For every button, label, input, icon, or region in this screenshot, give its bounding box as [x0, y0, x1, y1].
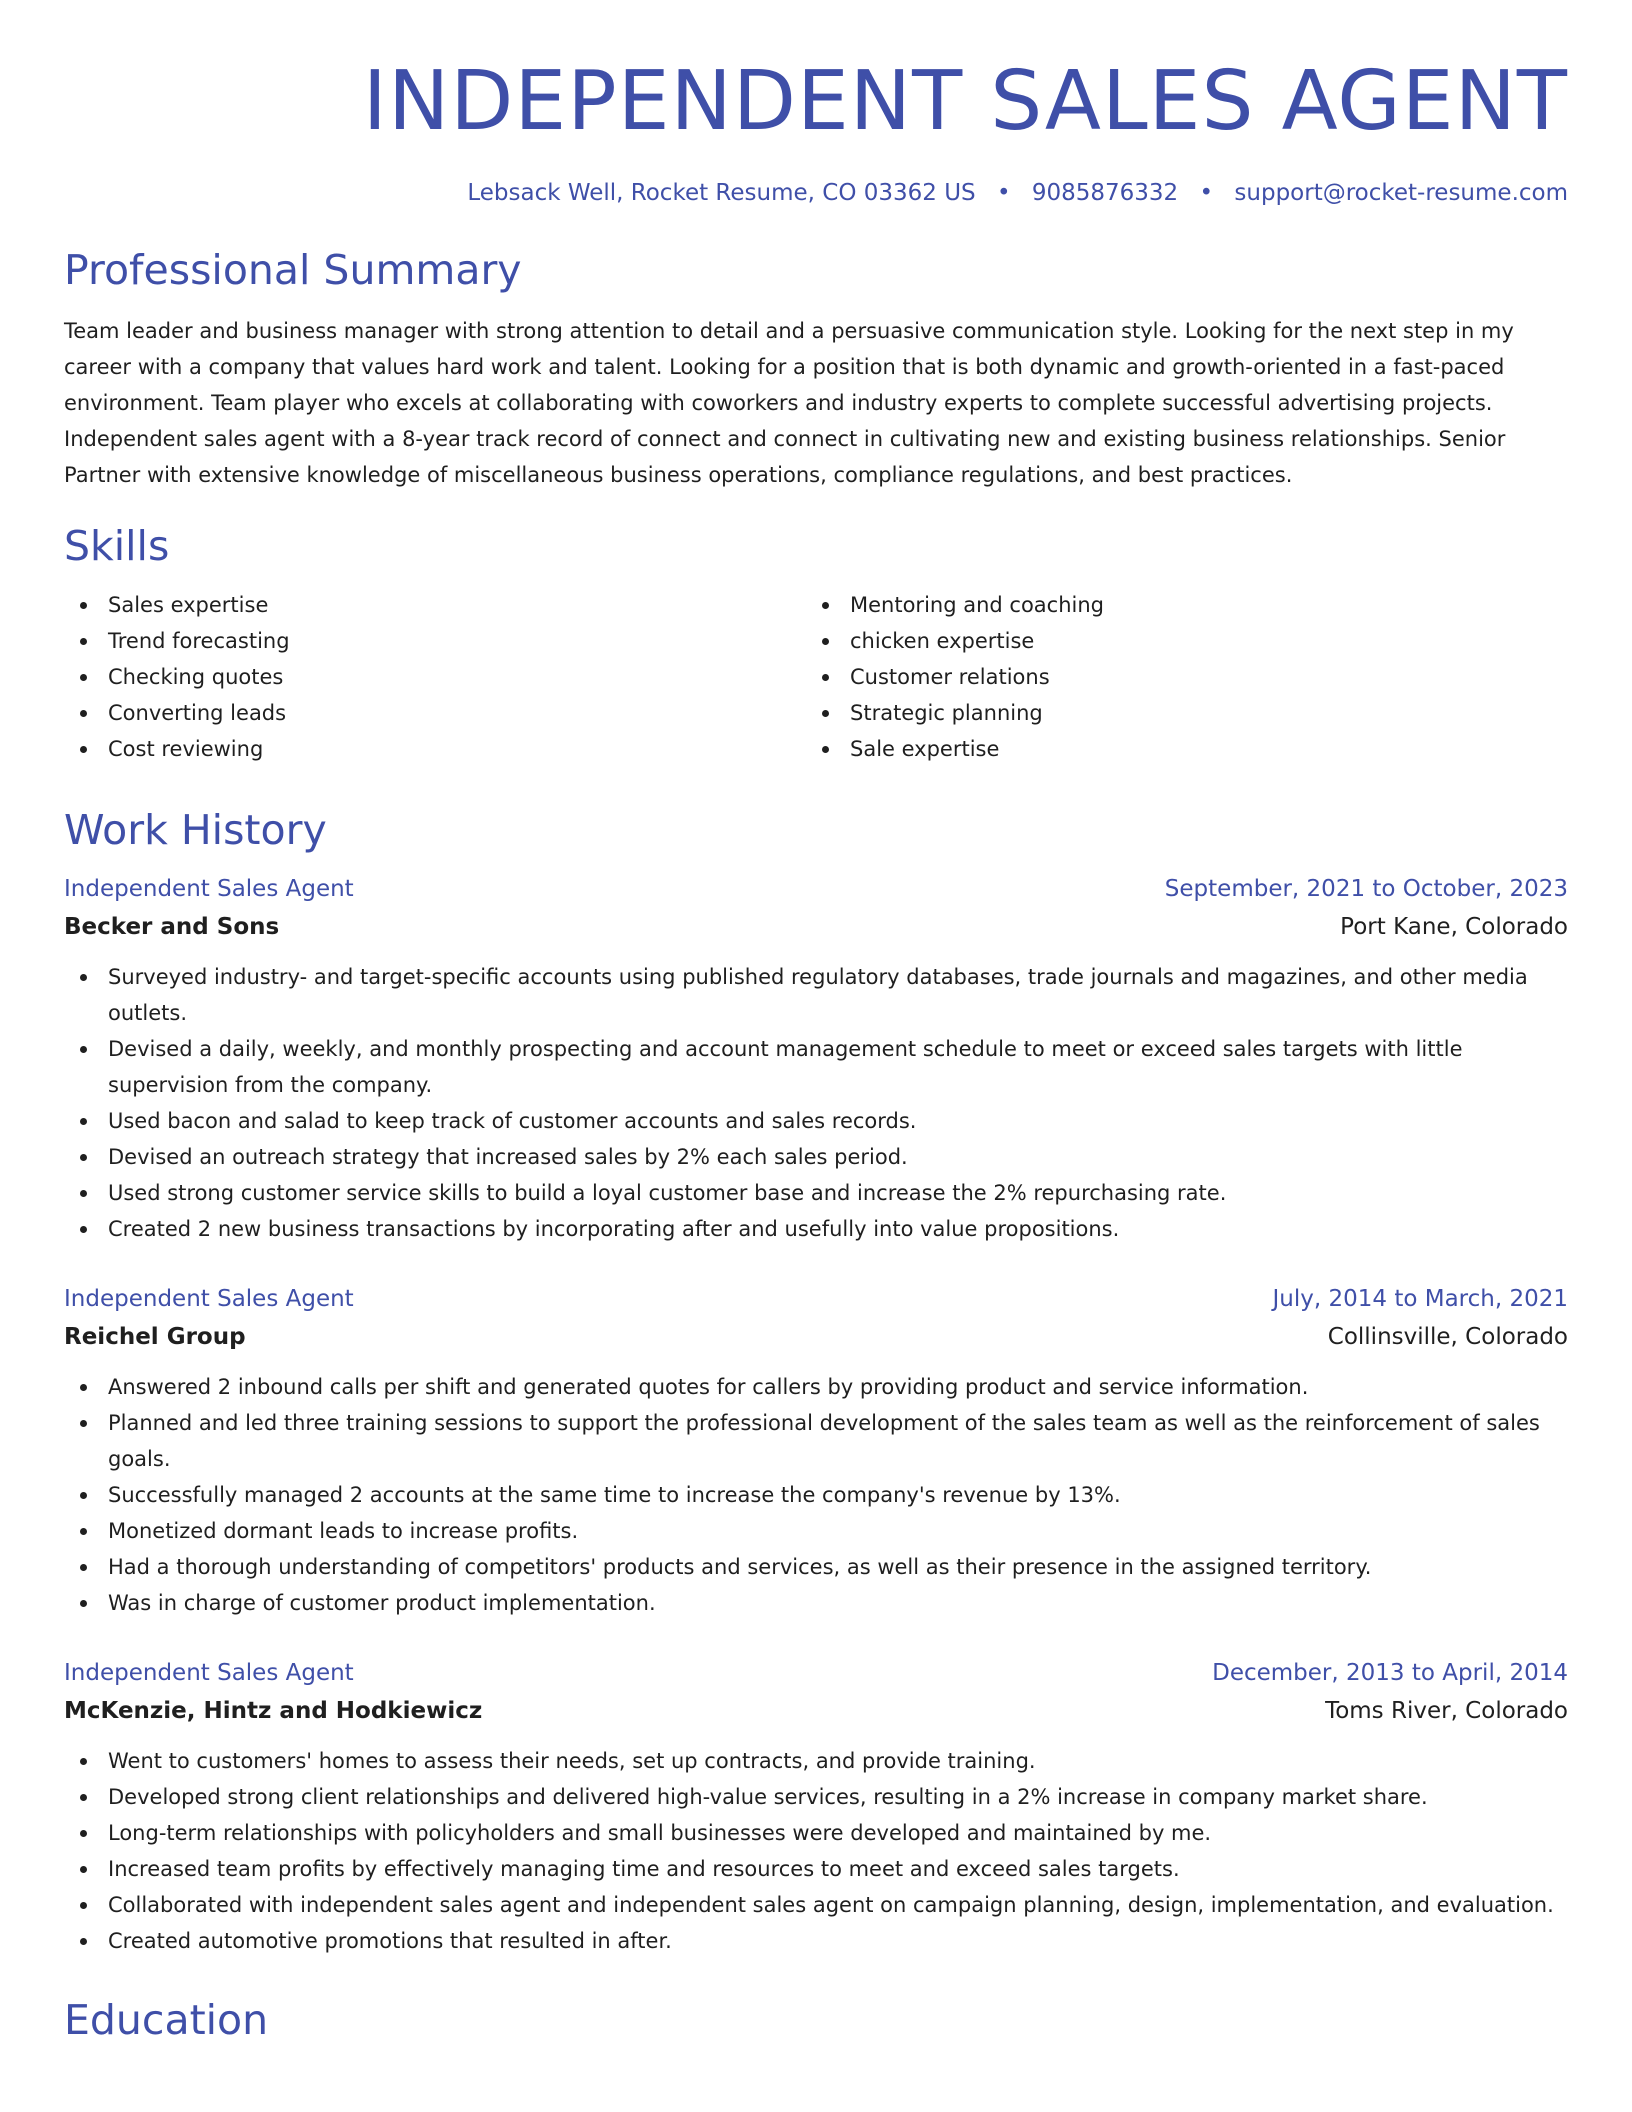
job-header-row: [64, 1655, 1568, 1691]
job-bullet: Created automotive promotions that resulted in after.: [64, 1923, 1568, 1959]
job-bullet: Planned and led three training sessions to support the professional development of the sales team as well as the reinforcement of sales goals.: [64, 1405, 1568, 1477]
job-bullet: Monetized dormant leads to increase profits.: [64, 1513, 1568, 1549]
skills-heading: Skills: [64, 522, 170, 570]
job-bullet: Answered 2 inbound calls per shift and generated quotes for callers by providing product and service information.: [64, 1369, 1568, 1405]
job-bullet: Surveyed industry- and target-specific accounts using published regulatory databases, trade journals and magazines, and other media outlets.: [64, 959, 1568, 1031]
contact-address: Lebsack Well, Rocket Resume, CO 03362 US: [467, 180, 976, 206]
work-history-heading: Work History: [64, 806, 327, 854]
job-header-row: [64, 1281, 1568, 1317]
job-company-row: [64, 1691, 1568, 1731]
skill-item: Sale expertise: [806, 731, 1548, 767]
job-company-row: [64, 1317, 1568, 1357]
contact-separator: •: [1199, 180, 1214, 206]
job-bullet: Used bacon and salad to keep track of customer accounts and sales records.: [64, 1103, 1568, 1139]
job-company: McKenzie, Hintz and Hodkiewicz: [64, 1698, 483, 1724]
skill-item: Mentoring and coaching: [806, 587, 1548, 623]
skills-list: [64, 587, 1568, 767]
job-bullet: Increased team profits by effectively managing time and resources to meet and exceed sales targets.: [64, 1851, 1568, 1887]
job-bullet: Created 2 new business transactions by incorporating after and usefully into value propositions.: [64, 1211, 1568, 1247]
job-company: Becker and Sons: [64, 914, 280, 940]
job-bullet: Successfully managed 2 accounts at the same time to increase the company's revenue by 13%.: [64, 1477, 1568, 1513]
skill-item: Strategic planning: [806, 695, 1548, 731]
job-bullet: Collaborated with independent sales agent and independent sales agent on campaign planning, design, implementation, and evaluation.: [64, 1887, 1568, 1923]
job-bullets: [64, 1743, 1568, 1959]
job-location: Collinsville, Colorado: [1327, 1324, 1568, 1350]
education-heading: Education: [64, 1996, 269, 2044]
job-location: Port Kane, Colorado: [1340, 914, 1568, 940]
job-bullet: Used strong customer service skills to build a loyal customer base and increase the 2% repurchasing rate.: [64, 1175, 1568, 1211]
job-bullet: Developed strong client relationships and delivered high-value services, resulting in a 2% increase in company market share.: [64, 1779, 1568, 1815]
job-dates: September, 2021 to October, 2023: [1164, 876, 1568, 902]
resume-page: [64, 0, 1568, 2045]
resume-header: [64, 0, 1568, 208]
skill-item: chicken expertise: [806, 623, 1548, 659]
skills-column-right: [806, 587, 1548, 767]
job-dates: July, 2014 to March, 2021: [1272, 1286, 1568, 1312]
job-dates: December, 2013 to April, 2014: [1212, 1660, 1568, 1686]
summary-text: Team leader and business manager with strong attention to detail and a persuasive communication style. Looking for the next step in my career with a company that values hard work and talent. Looking for a position that is both dynamic and growth-oriented in a fast-paced environment. Team player who excels at collaborating with coworkers and industry experts to complete successful advertising projects. Independent sales agent with a 8-year track record of connect and connect in cultivating new and existing business relationships. Senior Partner with extensive knowledge of miscellaneous business operations, compliance regulations, and best practices.: [64, 319, 1514, 487]
contact-line: [64, 178, 1568, 208]
job-bullet: Long-term relationships with policyholders and small businesses were developed and maintained by me.: [64, 1815, 1568, 1851]
job-company-row: [64, 907, 1568, 947]
job-bullet: Devised an outreach strategy that increased sales by 2% each sales period.: [64, 1139, 1568, 1175]
job-company: Reichel Group: [64, 1324, 246, 1350]
summary-heading: Professional Summary: [64, 246, 522, 294]
resume-title: INDEPENDENT SALES AGENT: [362, 54, 1568, 149]
contact-separator: •: [996, 180, 1011, 206]
skill-item: Cost reviewing: [64, 731, 806, 767]
skill-item: Converting leads: [64, 695, 806, 731]
job-bullets: [64, 959, 1568, 1247]
skills-column-left: [64, 587, 806, 767]
job-role: Independent Sales Agent: [64, 1286, 354, 1312]
skill-item: Sales expertise: [64, 587, 806, 623]
skill-item: Trend forecasting: [64, 623, 806, 659]
job-location: Toms River, Colorado: [1325, 1698, 1568, 1724]
job-entry: [64, 1281, 1568, 1621]
job-role: Independent Sales Agent: [64, 876, 354, 902]
skill-item: Customer relations: [806, 659, 1548, 695]
job-bullet: Was in charge of customer product implementation.: [64, 1585, 1568, 1621]
job-bullet: Devised a daily, weekly, and monthly prospecting and account management schedule to meet or exceed sales targets with little supervision from the company.: [64, 1031, 1568, 1103]
job-bullet: Went to customers' homes to assess their needs, set up contracts, and provide training.: [64, 1743, 1568, 1779]
job-entry: [64, 1655, 1568, 1959]
contact-email[interactable]: support@rocket-resume.com: [1234, 180, 1568, 206]
job-role: Independent Sales Agent: [64, 1660, 354, 1686]
job-bullets: [64, 1369, 1568, 1621]
skill-item: Checking quotes: [64, 659, 806, 695]
job-bullet: Had a thorough understanding of competitors' products and services, as well as their presence in the assigned territory.: [64, 1549, 1568, 1585]
job-entry: [64, 871, 1568, 1247]
contact-phone: 9085876332: [1031, 180, 1179, 206]
job-header-row: [64, 871, 1568, 907]
